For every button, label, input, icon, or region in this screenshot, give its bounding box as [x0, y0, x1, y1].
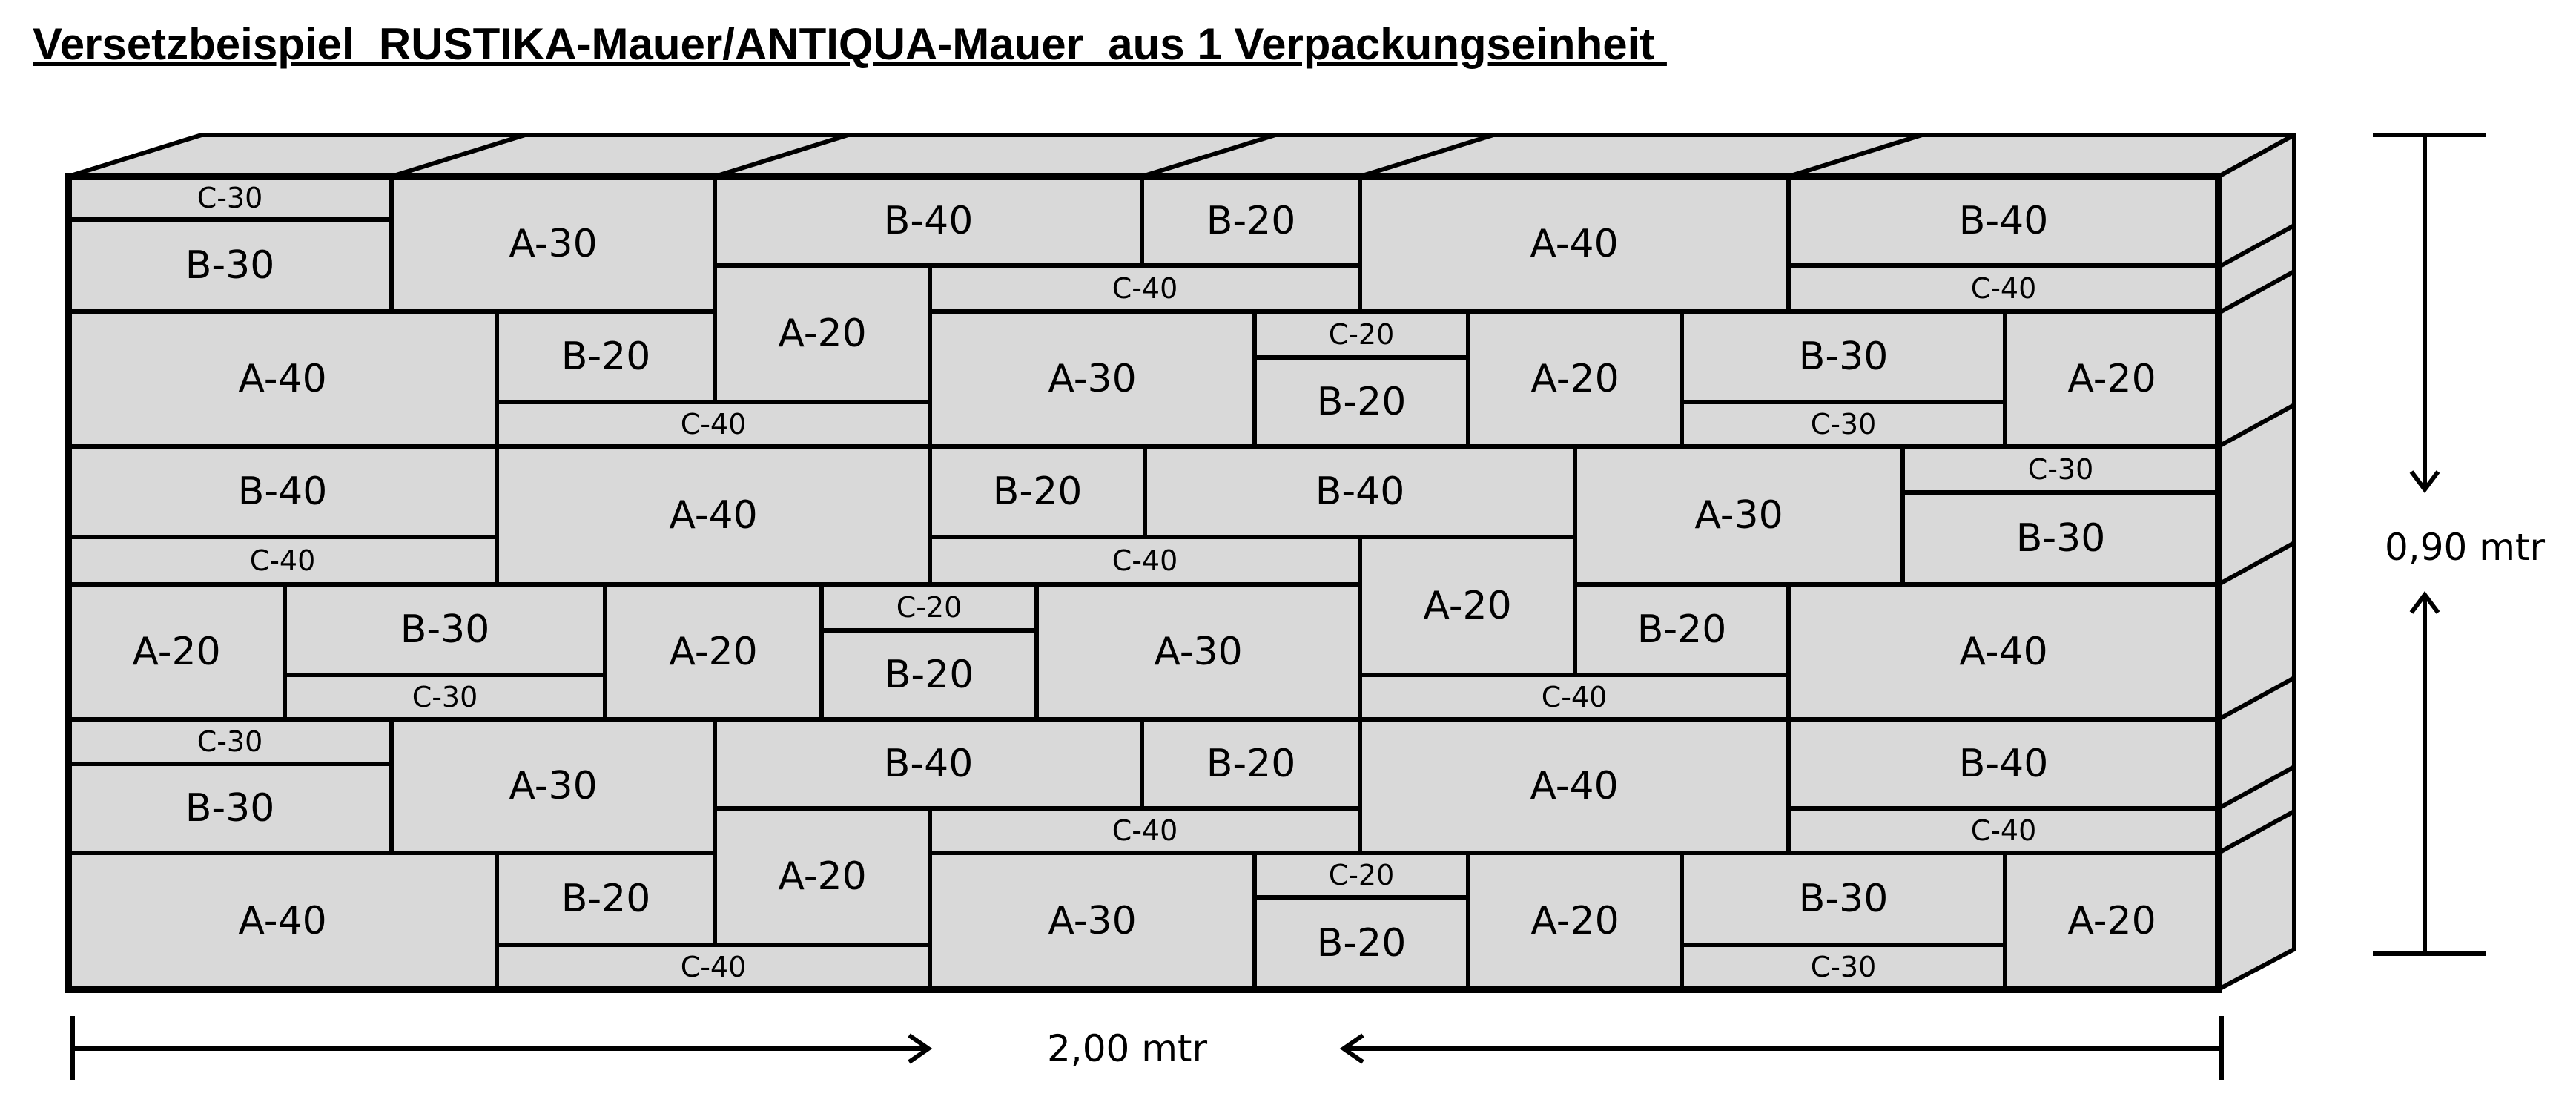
stone-label: B-30	[185, 243, 275, 288]
stone-label: C-30	[412, 681, 478, 713]
stone-label: C-40	[1970, 814, 2037, 847]
height-label: 0,90 mtr	[2385, 526, 2546, 569]
stone-label: A-40	[238, 357, 327, 401]
stone-label: A-20	[778, 311, 867, 356]
stone-label: B-40	[237, 469, 328, 514]
wall-top-face	[68, 135, 2294, 177]
stone-label: A-30	[1048, 899, 1137, 943]
stone-label: B-40	[883, 742, 974, 786]
stone-label: B-20	[992, 469, 1083, 514]
wall-stones	[68, 177, 2219, 989]
width-label: 2,00 mtr	[1047, 1027, 1208, 1070]
stone-label: A-20	[778, 854, 867, 899]
stone-label: A-20	[132, 630, 221, 674]
stone-label: B-40	[883, 199, 974, 243]
stone-label: B-20	[561, 877, 651, 921]
stone-label: A-30	[1694, 493, 1783, 538]
stone-label: B-20	[1316, 380, 1407, 424]
stone-label: C-30	[1810, 951, 1877, 983]
stone-label: B-30	[2015, 516, 2106, 561]
stone-label: C-40	[1541, 681, 1608, 713]
stone-label: B-20	[561, 334, 651, 379]
stone-label: A-30	[1154, 630, 1243, 674]
stone-label: C-40	[680, 408, 747, 441]
stone-label: C-40	[1970, 272, 2037, 305]
stone-label: A-20	[1530, 899, 1619, 943]
stone-label: B-30	[1798, 877, 1889, 921]
stone-label: B-30	[1798, 334, 1889, 379]
stone-label: A-20	[1423, 584, 1512, 628]
stone-label: B-30	[400, 607, 490, 652]
stone-label: C-20	[1328, 859, 1395, 891]
stone-label: C-40	[249, 544, 316, 577]
stone-label: C-20	[896, 591, 962, 624]
stone-label: B-30	[185, 786, 275, 831]
stone-label: C-30	[2027, 453, 2094, 486]
stone-label: C-30	[196, 182, 263, 214]
stone-label: A-30	[509, 222, 598, 266]
stone-label: A-30	[509, 764, 598, 808]
stone-label: A-40	[238, 899, 327, 943]
stone-label: A-40	[669, 493, 758, 538]
stone-label: B-40	[1315, 469, 1405, 514]
height-dimension	[2373, 135, 2546, 954]
stone-label: A-20	[669, 630, 758, 674]
width-dimension	[73, 1016, 2222, 1080]
stone-label: B-20	[1206, 199, 1296, 243]
stone-label: A-30	[1048, 357, 1137, 401]
stone-label: A-40	[1530, 222, 1619, 266]
stone-label: A-20	[2067, 357, 2156, 401]
stone-label: C-40	[1112, 272, 1178, 305]
stone-label: C-40	[1112, 544, 1178, 577]
stone-label: A-20	[2067, 899, 2156, 943]
page-title: Versetzbeispiel RUSTIKA-Mauer/ANTIQUA-Mauer aus 1 Verpackungseinheit	[33, 19, 1667, 69]
stone-label: B-20	[1637, 607, 1727, 652]
stone-label: A-40	[1530, 764, 1619, 808]
stone-label: A-40	[1959, 630, 2048, 674]
stone-label: B-40	[1958, 199, 2049, 243]
stone-label: A-20	[1530, 357, 1619, 401]
stone-label: C-20	[1328, 318, 1395, 351]
stone-label: B-20	[1206, 742, 1296, 786]
stone-label: C-30	[196, 725, 263, 758]
stone-label: C-40	[680, 951, 747, 983]
stone-label: B-20	[1316, 921, 1407, 966]
stone-label: C-40	[1112, 814, 1178, 847]
stone-label: B-20	[884, 653, 974, 697]
stone-label: B-40	[1958, 742, 2049, 786]
stone-label: C-30	[1810, 408, 1877, 441]
